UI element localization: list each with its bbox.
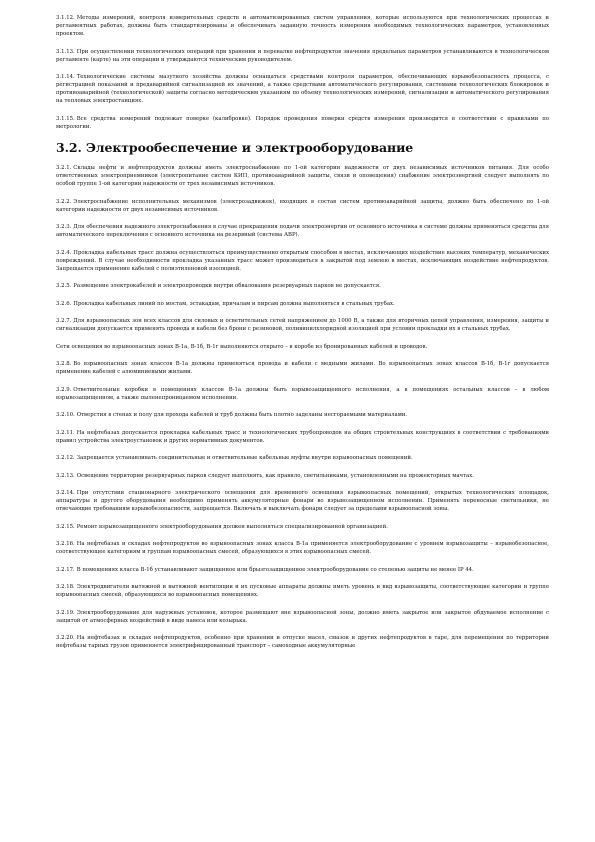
paragraph-number: 3.2.11. — [56, 429, 75, 436]
paragraph — [56, 223, 549, 239]
paragraph-text: Электроснабжение исполнительных механизмов (электрозадвижек), входящих в состав систем противоаварийной защиты, должно быть обеспечено по 1-ой категории надежности от двух независимых источников. — [56, 198, 549, 213]
paragraph-number: 3.2.15. — [56, 523, 75, 530]
paragraph-text: Все средства измерений подлежат поверке (калибровке). Порядок проведения поверки средств измерения производится в соответствии с правилами по метрологии. — [56, 115, 549, 130]
paragraph-text: Отверстия в стенах и полу для прохода кабелей и труб должны быть плотно заделаны несгораемыми материалами. — [76, 412, 408, 418]
paragraph-text: Электрооборудование для наружных установок, которое размещают вне взрывоопасной зоны, должно иметь закрытое или закрытое обдуваемое исполнение с защитой от атмосферных воздействий в виде навеса или козырька. — [56, 609, 549, 624]
paragraph-number: 3.2.12. — [56, 455, 75, 461]
paragraph-number: 3.2.18. — [56, 584, 75, 590]
paragraph — [56, 489, 549, 513]
paragraph — [56, 14, 549, 38]
paragraph-text: На нефтебазах и складах нефтепродуктов во взрывоопасных зонах класса В-1а применяется электрооборудование с уровнем взрывозащиты – взрывобезопасное, соответствующее категориям и группам взрывоопасных смесей, образующихся в этих взрывоопасных смесей. — [56, 541, 549, 555]
paragraph-number: 3.2.13. — [56, 472, 75, 479]
paragraph — [56, 429, 549, 445]
paragraph — [56, 115, 549, 131]
paragraph — [56, 48, 549, 64]
bottom-paragraphs — [56, 164, 549, 650]
paragraph-number: 3.1.13. — [56, 48, 75, 55]
paragraph-text: Прокладка кабельных трасс должна осуществляться преимущественно открытым способом в местах, исключающих воздействие высоких температур, механических повреждений. В случае необходимости прокладка указанных трасс может производиться в закрытой под землею в местах, исключающих воздействие нефтепродуктов. Запрещается применение кабелей с полиэтиленовой изоляцией. — [56, 249, 549, 272]
paragraph — [56, 609, 549, 625]
paragraph — [56, 73, 549, 105]
paragraph-number: 3.2.2. — [56, 198, 72, 205]
paragraph-number: 3.1.14. — [56, 74, 75, 80]
paragraph-number: 3.2.14. — [56, 490, 75, 496]
paragraph — [56, 583, 549, 599]
paragraph-number: 3.2.19. — [56, 609, 75, 616]
paragraph-number: 3.2.9. — [56, 386, 72, 393]
paragraph-text: На нефтебазах допускается прокладка кабельных трасс и технологических трубопроводов на общих строительных конструкциях в соответствии с требованиями правил устройства электроустановок и других нормативных документов. — [56, 429, 549, 444]
paragraph — [56, 317, 549, 333]
paragraph — [56, 282, 549, 290]
paragraph-number: 3.2.4. — [56, 249, 72, 256]
paragraph-text: Прокладка кабельных линий по мостам, эстакадам, причалам и пирсам должна выполняться в стальных трубах. — [73, 300, 395, 307]
paragraph — [56, 540, 549, 556]
paragraph-number: 3.2.17. — [56, 566, 75, 573]
paragraph-text: Размещение электрокабелей и электропроводки внутри обвалования резервуарных парков не допускается. — [73, 283, 381, 289]
paragraph-text: В помещениях класса В-1б устанавливают защищенное или брызгозащищенное электрооборудование со степенью защиты не менее IP 44. — [76, 566, 474, 573]
paragraph-text: Запрещается устанавливать соединительные и ответвительные кабельные муфты внутри взрывоопасных помещений. — [76, 455, 413, 461]
paragraph — [56, 472, 549, 480]
paragraph-number: 3.2.8. — [56, 361, 72, 367]
paragraph — [56, 634, 549, 650]
paragraph — [56, 454, 549, 462]
paragraph — [56, 249, 549, 273]
paragraph-text: Освещение территории резервуарных парков следует выполнять, как правило, светильниками, установленными на прожекторных мачтах. — [76, 472, 474, 479]
paragraph-number: 3.2.20. — [56, 635, 75, 641]
paragraph-text: При отсутствии стационарного электрического освещения для временного освещения взрывоопасных помещений, открытых технологических площадок, аппаратуры и другого оборудования необходимо применять аккумуляторные фонари во взрывозащищенном исполнении. Применять переносные светильники, не отвечающие требованиям взрывобезопасности, запрещается. Включать и выключать фонари следует за пределами взрывоопасной зоны. — [56, 490, 549, 512]
paragraph-number: 3.2.16. — [56, 541, 75, 547]
paragraph-text: Для взрывоопасных зон всех классов для силовых и осветительных сетей напряжением до 1000 В, а также для вторичных цепей управления, измерения, защиты и сигнализации допускается применять провода и кабели без брони с резиновой, поливинилхлоридной изоляцией при условии прокладки их в стальных трубах. — [56, 318, 549, 332]
paragraph — [56, 386, 549, 402]
paragraph — [56, 360, 549, 376]
paragraph — [56, 411, 549, 419]
paragraph — [56, 566, 549, 574]
paragraph-number: 3.2.10. — [56, 412, 75, 418]
paragraph — [56, 198, 549, 214]
paragraph-number: 3.2.6. — [56, 300, 72, 307]
paragraph-number: 3.2.3. — [56, 224, 72, 230]
paragraph — [56, 523, 549, 531]
paragraph-text: При осуществлении технологических операций при хранении и перевалке нефтепродуктов значения предельных параметров устанавливаются в технологическом регламенте (карте) на эти операции и утверждаются техническим руководителем. — [56, 48, 549, 63]
paragraph-text: Технологические системы мазутного хозяйства должны оснащаться средствами контроля параметров, обеспечивающих взрывобезопасность процесса, с регистрацией показаний и предаварийной сигнализацией их значений, а также средствами автоматического регулирования, системами технологических блокировок и противоаварийной (технологической) защиты согласно методическим указаниям по объему технологических измерений, сигнализации и автоматического регулирования на тепловых электростанциях. — [56, 74, 549, 104]
paragraph-text: Склады нефти и нефтепродуктов должны иметь электроснабжение по 1-ой категории надежности от двух независимых источников питания. Для особо ответственных электроприемников (электропитание систем КИП, противоаварийной защиты, связи и оповещения) снабжение электроэнергией следует выполнять по особой группе 1-ой категории надежности от трех независимых источников. — [56, 165, 549, 187]
paragraph-number: 3.2.5. — [56, 283, 72, 289]
top-paragraphs — [56, 14, 549, 131]
paragraph-number: 3.2.7. — [56, 318, 72, 324]
paragraph-text: Ответвительные коробки в помещениях классов В-1а должны быть взрывозащищенного исполнения, а в помещениях остальных классов – в любом взрывозащищенном, а также пыленепроницаемом исполнении. — [56, 386, 549, 401]
paragraph-number: 3.2.1. — [56, 165, 72, 171]
paragraph-text: Ремонт взрывозащищенного электрооборудования должен выполняться специализированной организацией. — [76, 523, 388, 530]
paragraph-text: На нефтебазах и складах нефтепродуктов, особенно при хранении и отпуске масел, смазок и других нефтепродуктов в таре, для перемещения по территории нефтебазы тарных грузов применяется электрифицированный транспорт – самоходные аккумуляторные — [56, 635, 549, 649]
paragraph-number: 3.1.12. — [56, 15, 75, 21]
paragraph — [56, 164, 549, 188]
paragraph-text: Электродвигатели вытяжной и вытяжной вентиляции и их пусковые аппараты должны иметь уровень и вид взрывозащиты, соответствующие категории и группе взрывоопасных смесей, образующихся во взрывоопасных помещениях. — [56, 584, 549, 598]
paragraph-text: Во взрывоопасных зонах классов В-1а должны применяться провода и кабели с медными жилами. Во взрывоопасных зонах классов В-1б, В-1г допускается применение кабелей с алюминиевыми жилами. — [56, 361, 549, 375]
section-heading: 3.2. Электрообеспечение и электрооборудование — [56, 140, 414, 155]
paragraph-number: 3.1.15. — [56, 115, 75, 122]
paragraph-text: Сети освещения во взрывоопасных зонах В-1а, В-1б, В-1г выполняются открыто – в коробе из бронированных кабелей и проводов. — [56, 343, 428, 350]
paragraph-text: Методы измерений, контроля измерительных средств и автоматизированных систем управления, которые используются при технологических процессах и регламентных работах, должны быть стандартизированы и обеспечивать заданную точность измерения необходимых технологических параметров, установленных проектом. — [56, 15, 549, 37]
paragraph — [56, 300, 549, 308]
paragraph-text: Для обеспечения надежного электроснабжения в случае прекращения подачи электроэнергии от основного источника в системе должны применяться средства для автоматического переключения с основного источника на резервный (система АВР). — [56, 224, 549, 238]
paragraph — [56, 343, 549, 351]
